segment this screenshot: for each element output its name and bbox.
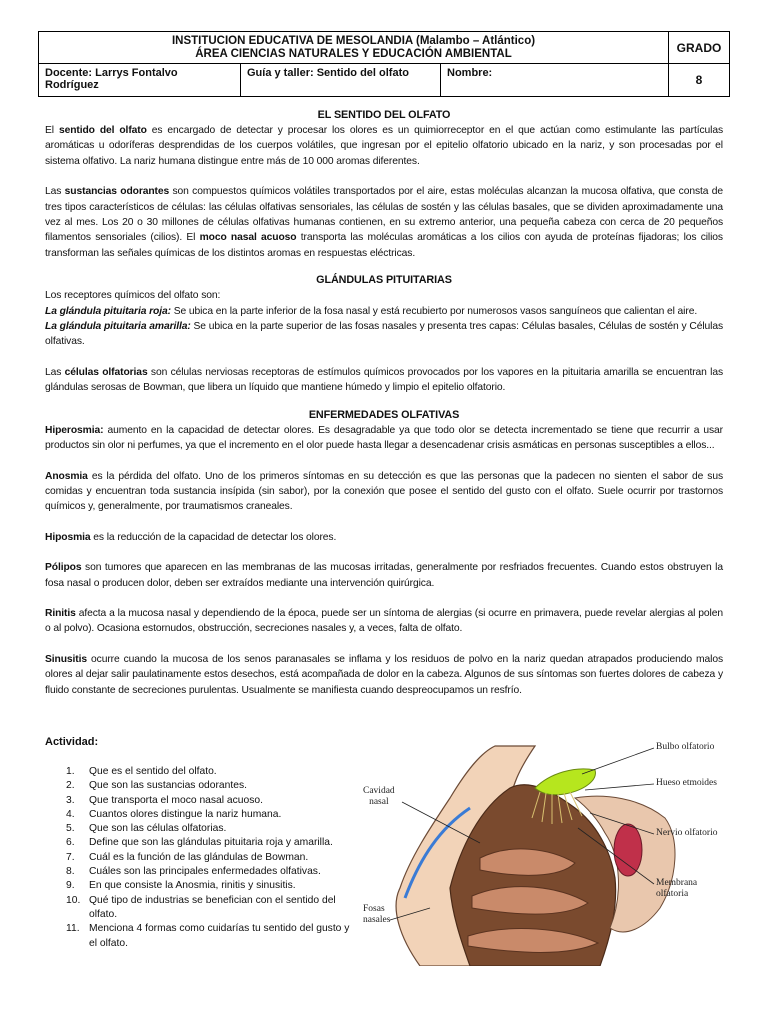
activity-item-text: Cuantos olores distingue la nariz humana. <box>89 808 282 820</box>
activity-item <box>45 865 353 879</box>
section-title-olfato: EL SENTIDO DEL OLFATO <box>317 109 451 121</box>
text: transporta las moléculas aromáticas a los cilios con ayuda de proteínas fijadoras; los cilios transforman las señales químicas de los distintos aromas en respuestas eléctricas. <box>45 232 723 259</box>
label-line: Cavidad <box>363 786 395 796</box>
nasal-cavity-illustration <box>360 738 730 966</box>
glandula-roja <box>45 304 723 319</box>
term-sustancias-odorantes: sustancias odorantes <box>64 186 170 198</box>
text: El <box>45 125 59 136</box>
label-nervio-olfatorio: Nervio olfatorio <box>656 828 718 838</box>
activity-item-text: Que son las células olfatorias. <box>89 823 227 835</box>
grado-label: GRADO <box>669 32 729 64</box>
grado-value: 8 <box>695 73 703 87</box>
text: son compuestos químicos volátiles transportados por el aire, estas moléculas alcanzan la mucosa olfativa, que consta de tres tipos característicos de células: las células olfativas sensoriales, las células de sostén y las células basales, que se dividen aproximadamente una vez al mes. Los 20 o 30 millones de células olfativas humanas contienen, en su extremo anterior, una pequeña cabeza con cerca de 20 pequeños filamentos sensoriales (cilios). El <box>45 186 723 244</box>
term-sinusitis: Sinusitis <box>45 653 88 665</box>
activity-item <box>45 808 353 822</box>
activity-item-text: En que consiste la Anosmia, rinitis y sinusitis. <box>89 880 296 892</box>
term-moco-nasal: moco nasal acuoso <box>199 232 297 244</box>
header-table <box>38 31 730 97</box>
activity-item-number: 11. <box>66 923 80 935</box>
label-bulbo-olfatorio: Bulbo olfatorio <box>656 742 715 752</box>
glandulas-intro: Los receptores químicos del olfato son: <box>45 290 221 302</box>
text: son tumores que aparecen en las membranas de las mucosas irritadas, generalmente por resfriados frecuentes. Cuando estos obstruyen la fosa nasal o producen dolor, deben ser extraídos mediante una intervención quirúrgica. <box>45 562 723 589</box>
paragraph-anosmia <box>45 469 723 515</box>
activity-item <box>45 765 353 779</box>
activity-item <box>45 851 353 865</box>
label-line: nasal <box>369 797 389 807</box>
term-anosmia: Anosmia <box>45 470 88 482</box>
label-line: Membrana <box>656 878 698 888</box>
activity-item <box>45 794 353 808</box>
paragraph-sinusitis <box>45 652 723 698</box>
text: son células nerviosas receptoras de estímulos químicos provocados por los vapores en la pituitaria amarilla se encuentran las glándulas serosas de Bowman, que libera un líquido que mantiene húmedo y limpio el epitelio olfatorio. <box>45 366 723 394</box>
sphenoid-sinus <box>614 824 642 876</box>
text: ocurre cuando la mucosa de los senos paranasales se inflama y los residuos de polvo en la nariz quedan atrapados produciendo malos olores al dejar salir paulatinamente estos desechos, está acompañada de dolor en la cabeza. Algunos de sus síntomas son fuertes dolores de cabeza y fluido constante de secreciones purulentas. Usualmente se manifiesta cuando despreocupamos un resfrío. <box>45 653 723 696</box>
activity-item-text: Que son las sustancias odorantes. <box>89 780 247 792</box>
section-title-enfermedades: ENFERMEDADES OLFATIVAS <box>308 408 460 421</box>
guia-cell: Guía y taller: Sentido del olfato <box>241 64 441 97</box>
activity-item-text: Cuáles son las principales enfermedades olfativas. <box>89 866 321 878</box>
section-title-glandulas: GLÁNDULAS PITUITARIAS <box>316 274 452 287</box>
label-hueso-etmoides: Hueso etmoides <box>656 778 717 788</box>
text: Se ubica en la parte superior de las fosas nasales y presenta tres capas: Células basales, Células de sostén y Células olfativas. <box>45 321 723 348</box>
activity-item-number: 8. <box>66 866 75 878</box>
text: es encargado de detectar y procesar los olores es un quimiorreceptor en el que actúan como estimulante las partículas aromáticas u odoríferas desprendidas de los cuerpos volátiles, que ingresan por el epitelio olfatorio ubicado en la nariz, y son procesadas por el sistema olfativo. La nariz humana distingue entre más de 10 000 aromas diferentes. <box>45 125 724 167</box>
paragraph-hiperosmia <box>45 423 723 454</box>
term-rinitis: Rinitis <box>45 607 76 619</box>
glandula-amarilla <box>45 319 723 350</box>
term-hiperosmia: Hiperosmia: <box>45 424 104 436</box>
activity-item-number: 9. <box>66 880 75 892</box>
text: Las <box>45 366 65 378</box>
label-line: Fosas <box>363 904 385 914</box>
term-glandula-amarilla: La glándula pituitaria amarilla: <box>45 321 191 333</box>
activity-item <box>45 779 353 793</box>
label-line: nasales <box>363 915 391 925</box>
activity-item-text: Menciona 4 formas como cuidarías tu sentido del gusto y el olfato. <box>89 923 350 949</box>
activity-item-number: 1. <box>66 766 75 777</box>
term-hiposmia: Hiposmia <box>45 531 91 543</box>
paragraph-olfato <box>45 123 723 169</box>
activity-item-number: 7. <box>66 851 75 863</box>
activity-item-number: 3. <box>66 794 75 806</box>
paragraph-odorantes <box>45 184 723 261</box>
activity-item-text: Qué tipo de industrias se benefician con el sentido del olfato. <box>89 894 336 920</box>
activity-item-text: Que es el sentido del olfato. <box>89 766 217 777</box>
activity-item-number: 2. <box>66 780 75 792</box>
text: Se ubica en la parte inferior de la fosa nasal y está recubierto por numerosos vasos sanguíneos que calientan el aire. <box>170 305 698 317</box>
text: es la pérdida del olfato. Uno de los primeros síntomas en su detección es que las personas que la padecen no sienten el sabor de sus comidas y encuentran toda sustancia insípida (sin sabor), por la conexión que posee el sentido del gusto con el olfato. Suele ocurrir por trastornos químicos y, generalmente, por traumatismos craneales. <box>45 470 723 513</box>
text: aumento en la capacidad de detectar olores. Es desagradable ya que todo olor se detecta incrementado se tiene que recurrir a usar productos sin olor ni perfumes, ya que el incremento en el olor puede hasta llegar a desencadenar crisis asmáticas en personas susceptibles a ellos... <box>45 424 723 452</box>
activity-item-text: Define que son las glándulas pituitaria roja y amarilla. <box>89 837 333 849</box>
activity-item-text: Cuál es la función de las glándulas de Bowman. <box>89 851 309 863</box>
label-fosas-nasales <box>363 904 390 926</box>
activity-title: Actividad: <box>45 736 99 748</box>
label-cavidad-nasal <box>363 786 395 808</box>
label-membrana-olfatoria <box>656 878 697 900</box>
text: Las <box>45 186 65 198</box>
area-name: ÁREA CIENCIAS NATURALES Y EDUCACIÓN AMBIENTAL <box>195 48 512 60</box>
activity-item <box>45 922 353 951</box>
label-line: olfatoria <box>656 889 689 899</box>
activity-list <box>45 765 353 951</box>
activity-item-number: 5. <box>66 823 75 835</box>
activity-item-number: 4. <box>66 808 75 820</box>
text: afecta a la mucosa nasal y dependiendo de la época, puede ser un síntoma de alergias (si ocurre en primavera, puede revelar alergias al polen o al polvo). Ocasiona estornudos, obstrucción, secreciones nasales y, a veces, falta de olfato. <box>45 607 723 635</box>
paragraph-polipos <box>45 560 723 591</box>
term-glandula-roja: La glándula pituitaria roja: <box>45 305 171 317</box>
docente-cell: Docente: Larrys Fontalvo Rodríguez <box>39 64 241 97</box>
activity-item <box>45 822 353 836</box>
nombre-cell: Nombre: <box>441 64 669 97</box>
document-body <box>45 108 723 698</box>
activity-item-number: 10. <box>66 894 81 906</box>
activity-item <box>45 879 353 893</box>
paragraph-celulas-olfatorias <box>45 365 723 396</box>
activity-item <box>45 894 353 923</box>
term-sentido-olfato: sentido del olfato <box>58 125 147 136</box>
activity-item <box>45 836 353 850</box>
institution-name: INSTITUCION EDUCATIVA DE MESOLANDIA (Malambo – Atlántico) <box>171 35 536 47</box>
institution-cell <box>39 32 669 64</box>
paragraph-hiposmia <box>45 530 723 545</box>
nasal-anatomy-figure <box>360 738 730 966</box>
activity-item-text: Que transporta el moco nasal acuoso. <box>89 794 264 806</box>
paragraph-rinitis <box>45 606 723 637</box>
activity-item-number: 6. <box>66 837 75 849</box>
text: es la reducción de la capacidad de detectar los olores. <box>90 531 337 543</box>
term-polipos: Pólipos <box>45 562 82 574</box>
term-celulas-olfatorias: células olfatorias <box>64 366 148 378</box>
